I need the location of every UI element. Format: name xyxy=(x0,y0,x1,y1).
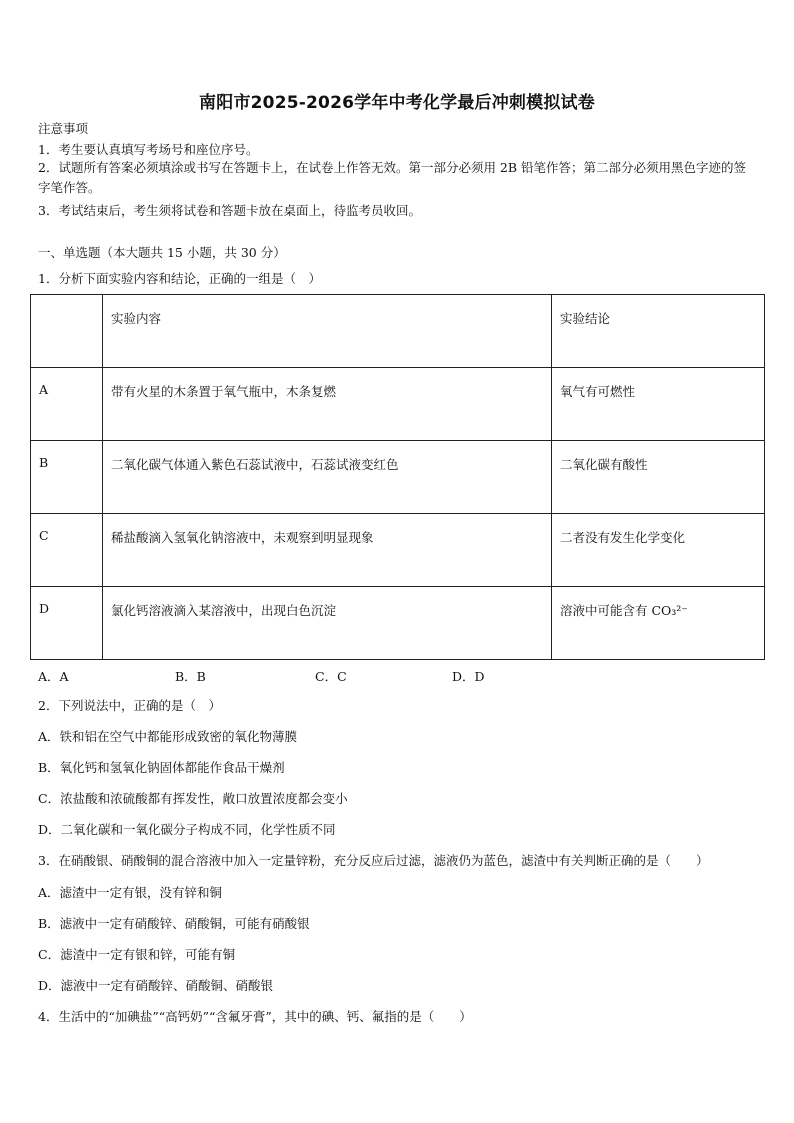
q2-stem: 2．下列说法中，正确的是（ ） xyxy=(38,698,221,713)
q1-option-c[interactable]: C．C xyxy=(315,669,347,684)
q3-option-c[interactable]: C．滤渣中一定有银和锌，可能有铜 xyxy=(38,947,236,962)
q3-option-a[interactable]: A．滤渣中一定有银，没有锌和铜 xyxy=(38,885,223,900)
q1-table xyxy=(30,294,765,660)
table-row xyxy=(31,368,765,441)
table-cell: 二氧化碳有酸性 xyxy=(552,441,765,514)
table-cell: 稀盐酸滴入氢氧化钠溶液中，未观察到明显现象 xyxy=(103,514,552,587)
table-cell: 带有火星的木条置于氧气瓶中，木条复燃 xyxy=(103,368,552,441)
section-heading: 一、单选题（本大题共 15 小题，共 30 分） xyxy=(38,245,286,260)
table-cell: C xyxy=(31,514,103,587)
table-cell xyxy=(31,295,103,368)
q3-option-b[interactable]: B．滤液中一定有硝酸锌、硝酸铜，可能有硝酸银 xyxy=(38,916,310,931)
table-row xyxy=(31,587,765,660)
table-row xyxy=(31,441,765,514)
q1-option-d[interactable]: D．D xyxy=(452,669,485,684)
table-cell: D xyxy=(31,587,103,660)
q1-option-a[interactable]: A．A xyxy=(38,669,69,684)
table-cell: 二氧化碳气体通入紫色石蕊试液中，石蕊试液变红色 xyxy=(103,441,552,514)
notes-heading: 注意事项 xyxy=(38,121,89,136)
q1-stem: 1．分析下面实验内容和结论，正确的一组是（ ） xyxy=(38,271,321,286)
table-header-conclusion: 实验结论 xyxy=(552,295,765,368)
table-cell: A xyxy=(31,368,103,441)
q2-option-c[interactable]: C．浓盐酸和浓硫酸都有挥发性，敞口放置浓度都会变小 xyxy=(38,791,348,806)
note-item-2: 2．试题所有答案必须填涂或书写在答题卡上，在试卷上作答无效。第一部分必须用 2B 铅笔作答；第二部分必须用黑色字迹的签字笔作答。 xyxy=(38,160,747,195)
table-cell: 二者没有发生化学变化 xyxy=(552,514,765,587)
note-item-3: 3．考试结束后，考生须将试卷和答题卡放在桌面上，待监考员收回。 xyxy=(38,203,421,218)
q3-stem: 3．在硝酸银、硝酸铜的混合溶液中加入一定量锌粉，充分反应后过滤，滤液仍为蓝色，滤渣中有关判断正确的是（ ） xyxy=(38,853,709,868)
table-cell: B xyxy=(31,441,103,514)
page-title: 南阳市2025-2026学年中考化学最后冲刺模拟试卷 xyxy=(199,93,595,113)
q2-option-a[interactable]: A．铁和铝在空气中都能形成致密的氧化物薄膜 xyxy=(38,729,298,744)
note-item-1: 1．考生要认真填写考场号和座位序号。 xyxy=(38,142,259,157)
q2-option-b[interactable]: B．氧化钙和氢氧化钠固体都能作食品干燥剂 xyxy=(38,760,285,775)
table-header-row xyxy=(31,295,765,368)
q2-option-d[interactable]: D．二氧化碳和一氧化碳分子构成不同，化学性质不同 xyxy=(38,822,336,837)
table-cell: 溶液中可能含有 CO₃²⁻ xyxy=(552,587,765,660)
q1-option-b[interactable]: B．B xyxy=(175,669,206,684)
q4-stem: 4．生活中的“加碘盐”“高钙奶”“含氟牙膏”，其中的碘、钙、氟指的是（ ） xyxy=(38,1009,472,1024)
table-row xyxy=(31,514,765,587)
table-cell: 氯化钙溶液滴入某溶液中，出现白色沉淀 xyxy=(103,587,552,660)
table-cell: 氧气有可燃性 xyxy=(552,368,765,441)
q3-option-d[interactable]: D．滤液中一定有硝酸锌、硝酸铜、硝酸银 xyxy=(38,978,274,993)
table-header-content: 实验内容 xyxy=(103,295,552,368)
